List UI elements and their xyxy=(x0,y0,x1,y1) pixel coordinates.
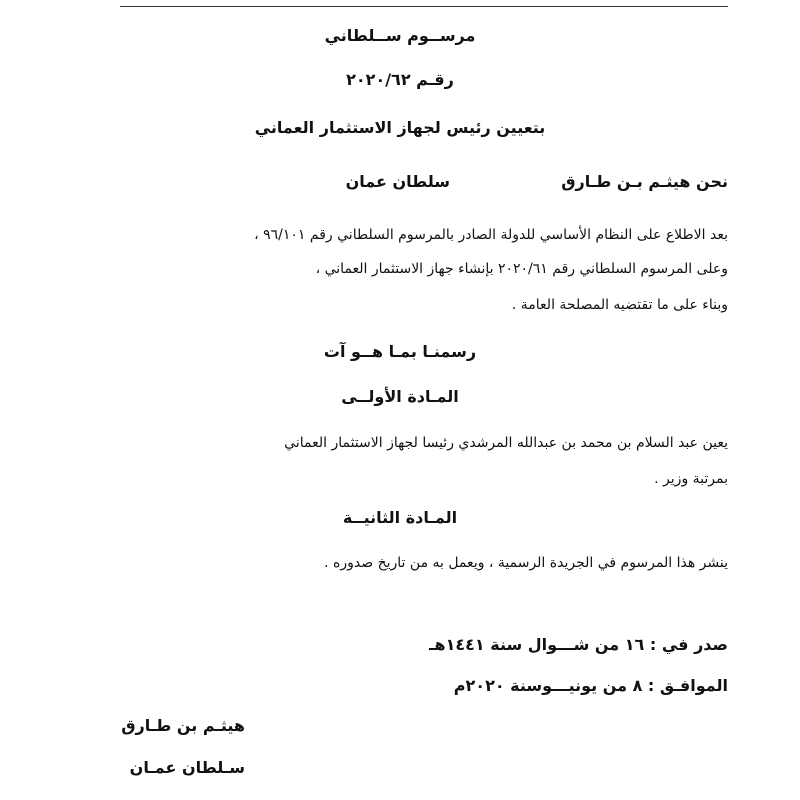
hijri-date: صدر في : ١٦ من شـــوال سنة ١٤٤١هـ xyxy=(429,635,728,654)
preamble-line-3: وبناء على ما تقتضيه المصلحة العامة . xyxy=(511,297,728,313)
article-two-heading: المـادة الثانيــة xyxy=(342,508,458,527)
sovereign-title: سلطان عمان xyxy=(345,172,450,191)
top-rule xyxy=(120,6,728,7)
preamble-line-1: بعد الاطلاع على النظام الأساسي للدولة الصادر بالمرسوم السلطاني رقم ٩٦/١٠١ ، xyxy=(254,227,728,243)
article-one-heading: المـادة الأولــى xyxy=(341,387,459,406)
signature-title: سـلطان عمـان xyxy=(129,758,245,777)
article-two-text: ينشر هذا المرسوم في الجريدة الرسمية ، ويعمل به من تاريخ صدوره . xyxy=(324,555,728,571)
gregorian-date: الموافـق : ٨ من يونيـــوسنة ٢٠٢٠م xyxy=(453,676,728,695)
decreed-heading: رسمنـا بمـا هــو آت xyxy=(323,342,477,361)
sovereign-name: نحن هيثـم بـن طـارق xyxy=(561,172,728,191)
article-one-line-1: يعين عبد السلام بن محمد بن عبدالله المرشدي رئيسا لجهاز الاستثمار العماني xyxy=(284,435,728,451)
preamble-line-2: وعلى المرسوم السلطاني رقم ٢٠٢٠/٦١ بإنشاء جهاز الاستثمار العماني ، xyxy=(315,261,728,277)
signature-name: هيثـم بن طـارق xyxy=(121,716,245,735)
decree-subject: بتعيين رئيس لجهاز الاستثمار العماني xyxy=(254,118,546,137)
decree-number: رقـم ٢٠٢٠/٦٢ xyxy=(346,70,454,89)
article-one-line-2: بمرتبة وزير . xyxy=(654,471,728,487)
decree-title: مرســوم ســلطاني xyxy=(324,26,476,45)
